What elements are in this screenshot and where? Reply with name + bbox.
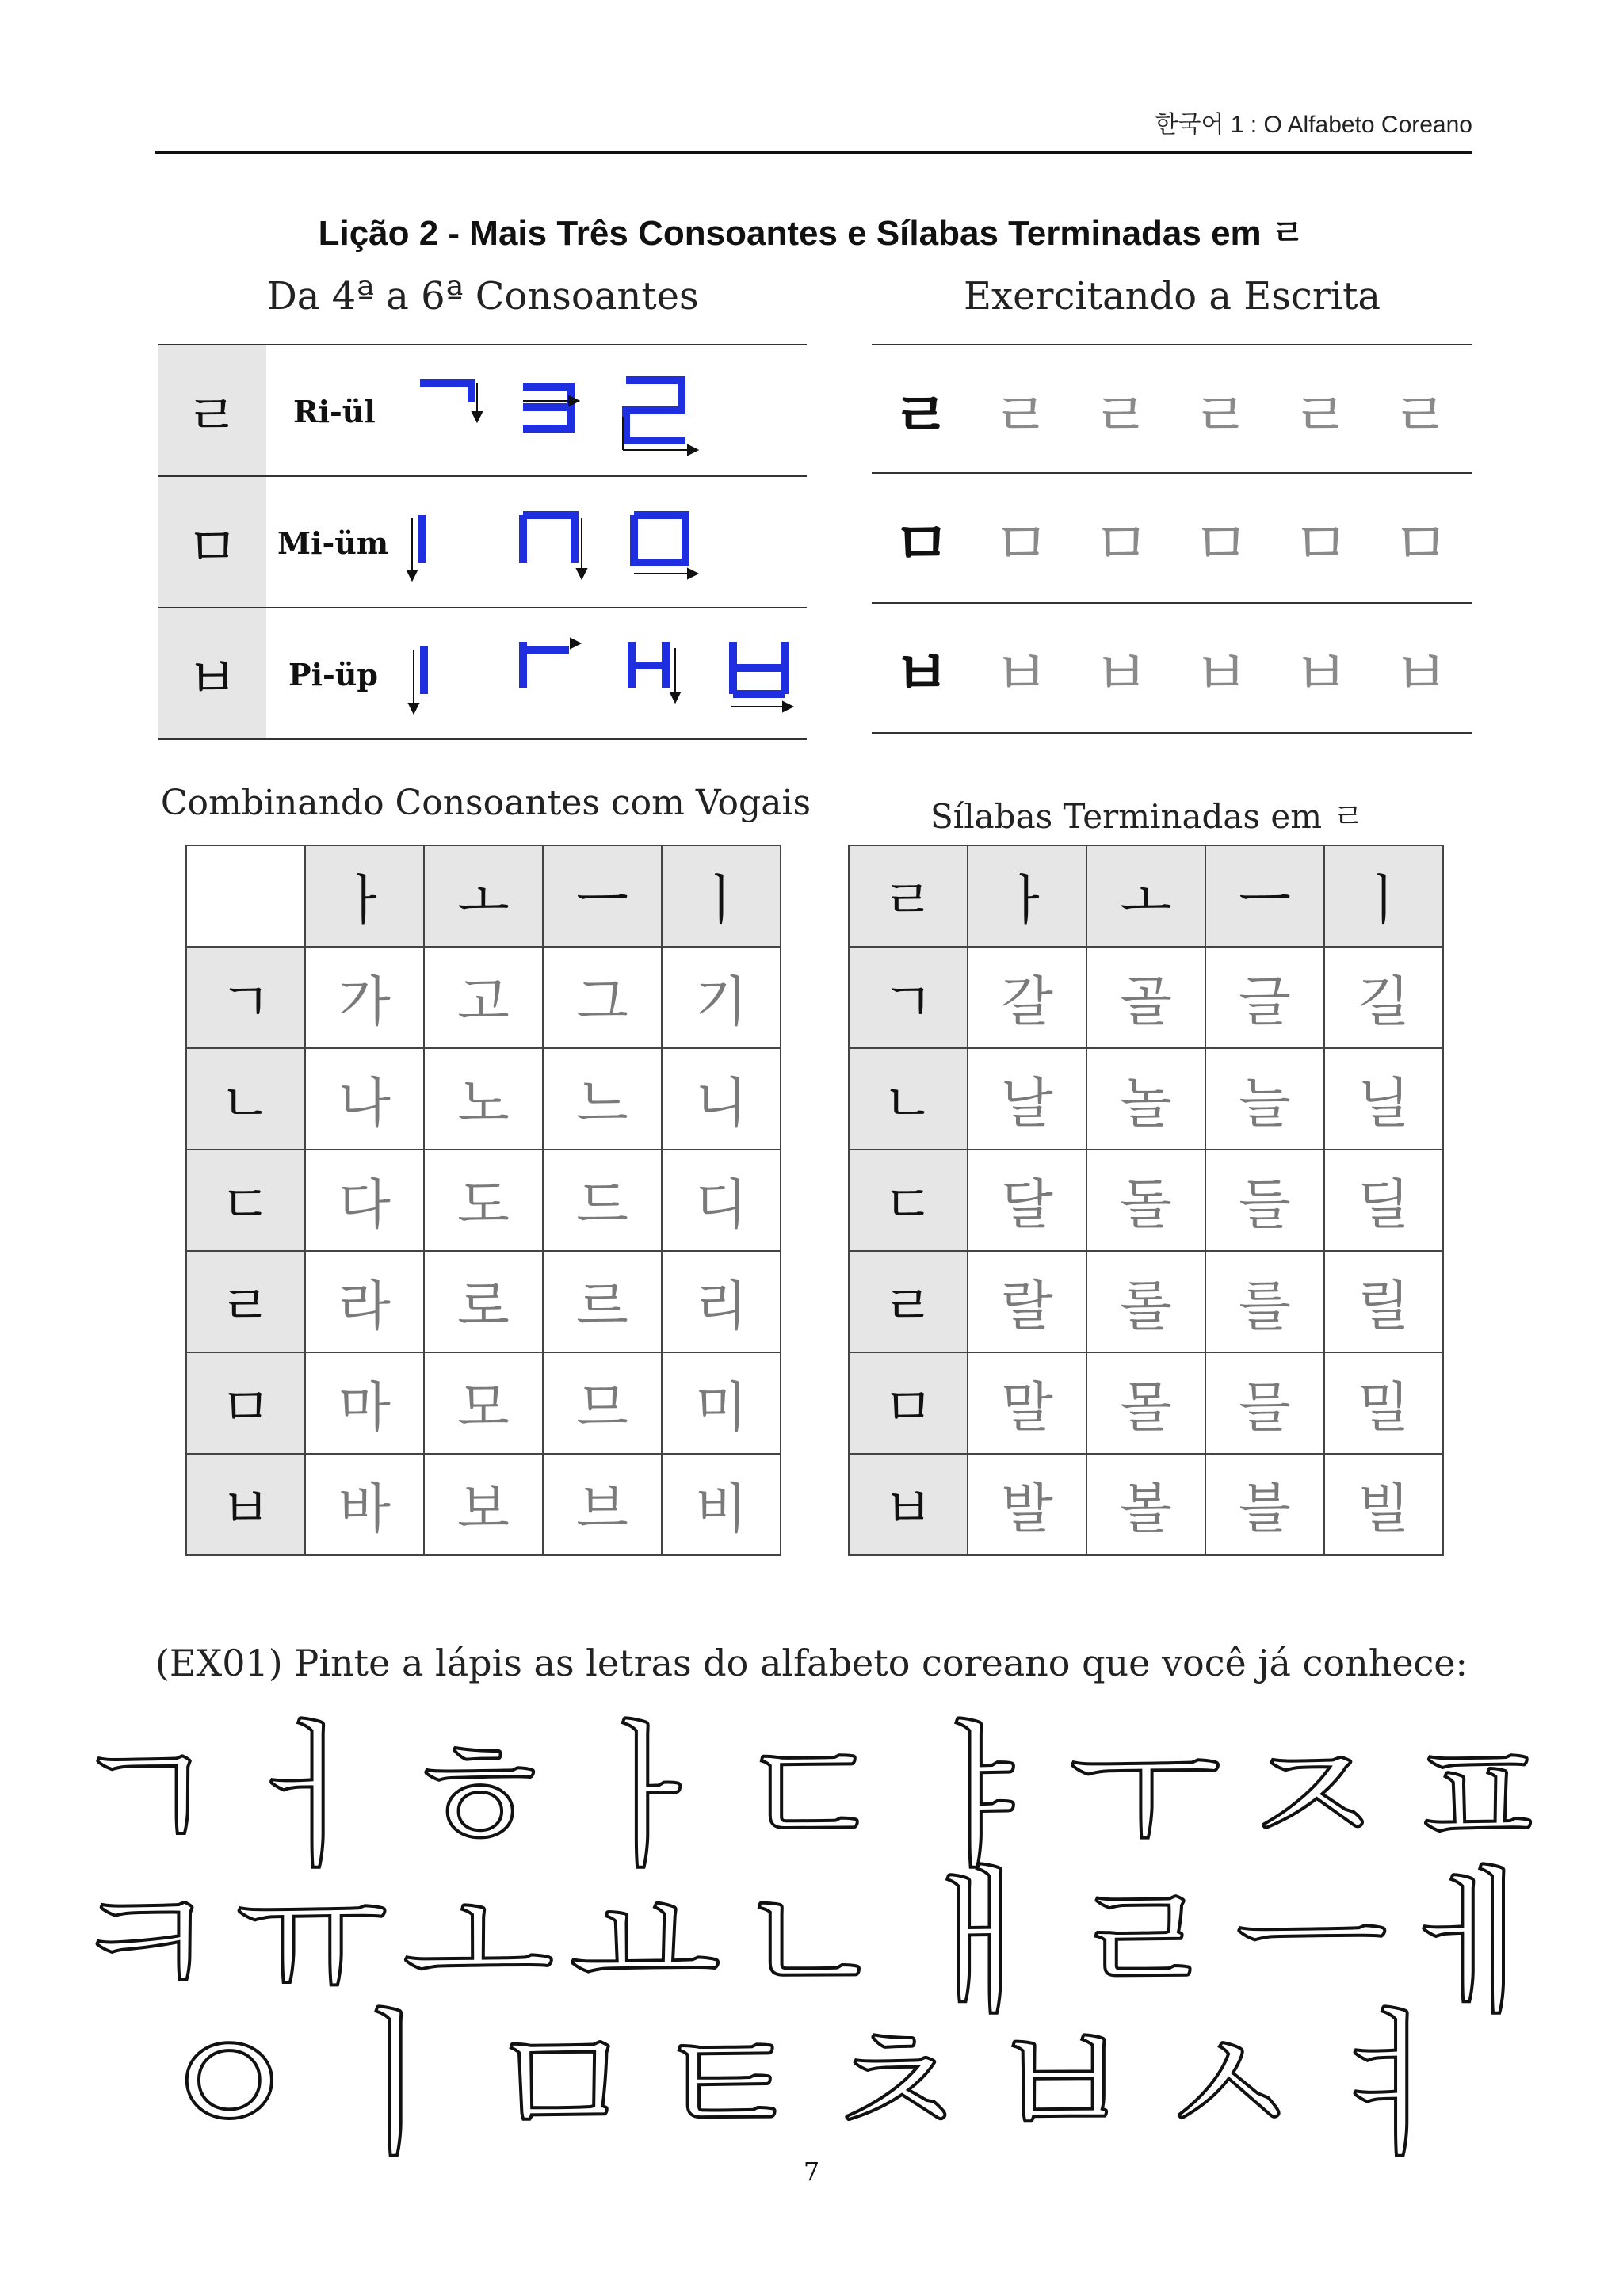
practice-trace-letter: ㅁ xyxy=(992,508,1051,579)
outline-letter: ㅛ xyxy=(568,1852,722,2036)
table-corner-cell xyxy=(186,845,305,947)
syllable-cell: 닐 xyxy=(1324,1048,1443,1150)
syllable-cell: 골 xyxy=(1086,947,1205,1048)
syllable-cell: 노 xyxy=(424,1048,543,1150)
combining-table-title: Combinando Consoantes com Vogais xyxy=(160,783,812,823)
consonant-header: ㄷ xyxy=(186,1150,305,1251)
vowel-header: ㅏ xyxy=(305,845,424,947)
outline-letter: ㅠ xyxy=(235,1852,388,2036)
table-row xyxy=(186,1352,781,1454)
syllable-cell: 므 xyxy=(543,1352,662,1454)
outline-letter: ㅏ xyxy=(568,1706,722,1890)
practice-trace-letter: ㅂ xyxy=(1292,638,1350,709)
syllable-cell: 볼 xyxy=(1086,1454,1205,1555)
vowel-header: ㅣ xyxy=(662,845,781,947)
syllable-cell: 롤 xyxy=(1086,1251,1205,1352)
practice-trace-letter: ㅁ xyxy=(1392,508,1450,579)
consonant-header: ㄴ xyxy=(186,1048,305,1150)
vowel-header: ㅗ xyxy=(1086,845,1205,947)
practice-row-mieum xyxy=(872,474,1472,604)
outline-letter: ㄷ xyxy=(735,1706,888,1890)
consonant-header: ㅁ xyxy=(849,1352,968,1454)
lesson-title: Lição 2 - Mais Três Consoantes e Sílabas Terminadas em ㄹ xyxy=(318,214,1305,253)
syllable-cell: 로 xyxy=(424,1251,543,1352)
syllable-cell: 마 xyxy=(305,1352,424,1454)
jamo-rieul: ㄹ xyxy=(158,345,266,477)
syllable-cell: 날 xyxy=(968,1048,1086,1150)
exercise-instruction: (EX01) Pinte a lápis as letras do alfabeto coreano que você já conhece: xyxy=(155,1642,1468,1684)
outline-letter: ㅗ xyxy=(401,1852,555,2036)
syllable-cell: 믈 xyxy=(1205,1352,1324,1454)
combining-table xyxy=(185,845,781,1556)
practice-trace-letter: ㅁ xyxy=(1192,508,1251,579)
syllable-cell: 빌 xyxy=(1324,1454,1443,1555)
outline-letter: ㅁ xyxy=(484,1994,639,2179)
table-row xyxy=(849,1150,1443,1251)
outline-letter: ㅕ xyxy=(1318,1994,1472,2179)
syllable-cell: 다 xyxy=(305,1150,424,1251)
practice-trace-letter: ㅂ xyxy=(1392,638,1450,709)
consonant-header: ㄹ xyxy=(186,1251,305,1352)
consonant-header: ㅁ xyxy=(186,1352,305,1454)
practice-trace-letter: ㅂ xyxy=(992,638,1051,709)
practice-trace-letter: ㅁ xyxy=(1092,508,1151,579)
syllable-cell: 드 xyxy=(543,1150,662,1251)
outline-letter: ㅡ xyxy=(1235,1852,1388,2036)
syllable-cell: 기 xyxy=(662,947,781,1048)
outline-letter: ㄹ xyxy=(1067,1852,1222,2036)
writing-section-title: Exercitando a Escrita xyxy=(963,274,1381,318)
syllable-cell: 브 xyxy=(543,1454,662,1555)
outline-letter: ㅇ xyxy=(151,1994,305,2179)
practice-trace-letter: ㅂ xyxy=(1192,638,1251,709)
syllable-cell: 딜 xyxy=(1324,1150,1443,1251)
syllable-cell: 랄 xyxy=(968,1251,1086,1352)
syllable-cell: 가 xyxy=(305,947,424,1048)
syllable-cell: 미 xyxy=(662,1352,781,1454)
practice-model-letter: ㅂ xyxy=(892,638,951,709)
letter-row-mieum xyxy=(158,477,807,608)
syllable-cell: 모 xyxy=(424,1352,543,1454)
practice-trace-letter: ㄹ xyxy=(1192,379,1251,451)
outline-letter: ㅈ xyxy=(1235,1706,1388,1890)
consonant-header: ㅂ xyxy=(186,1454,305,1555)
syllable-cell: 고 xyxy=(424,947,543,1048)
vowel-header: ㅡ xyxy=(543,845,662,947)
syllable-cell: 갈 xyxy=(968,947,1086,1048)
outline-letter: ㅌ xyxy=(651,1994,805,2179)
outline-letter: ㄴ xyxy=(735,1852,888,2036)
practice-trace-letter: ㅁ xyxy=(1292,508,1350,579)
practice-row-bieup xyxy=(872,604,1472,734)
outline-letter: ㄱ xyxy=(68,1706,222,1890)
letter-row-rieul xyxy=(158,345,807,477)
outline-letter: ㅔ xyxy=(1401,1852,1555,2036)
table-row xyxy=(849,1454,1443,1555)
outline-letter: ㅊ xyxy=(818,1994,972,2179)
table-row xyxy=(849,1251,1443,1352)
practice-trace-letter: ㄹ xyxy=(1392,379,1450,451)
page-number: 7 xyxy=(803,2157,820,2187)
consonant-header: ㄹ xyxy=(849,1251,968,1352)
syllables-table xyxy=(848,845,1444,1556)
syllable-cell: 글 xyxy=(1205,947,1324,1048)
syllable-cell: 느 xyxy=(543,1048,662,1150)
table-row xyxy=(849,1048,1443,1150)
header-rule xyxy=(155,151,1472,154)
syllable-cell: 디 xyxy=(662,1150,781,1251)
stroke-order-mieum-icon xyxy=(158,477,807,608)
outline-letters-row-3 xyxy=(0,1994,1623,2179)
table-row xyxy=(186,1454,781,1555)
outline-letter: ㅜ xyxy=(1067,1706,1222,1890)
syllable-cell: 리 xyxy=(662,1251,781,1352)
syllable-cell: 블 xyxy=(1205,1454,1324,1555)
consonant-header: ㅂ xyxy=(849,1454,968,1555)
stroke-order-bieup-icon xyxy=(158,608,807,740)
syllable-cell: 돌 xyxy=(1086,1150,1205,1251)
consonant-header: ㄱ xyxy=(186,947,305,1048)
syllable-cell: 비 xyxy=(662,1454,781,1555)
syllable-cell: 길 xyxy=(1324,947,1443,1048)
practice-trace-letter: ㅂ xyxy=(1092,638,1151,709)
outline-letter: ㅋ xyxy=(68,1852,222,2036)
outline-letter: ㅍ xyxy=(1401,1706,1555,1890)
table-corner-cell: ㄹ xyxy=(849,845,968,947)
vowel-header: ㅣ xyxy=(1324,845,1443,947)
divider xyxy=(158,738,807,740)
table-row xyxy=(849,1352,1443,1454)
table-row xyxy=(849,947,1443,1048)
stroke-order-rieul-icon xyxy=(158,345,807,477)
syllable-cell: 나 xyxy=(305,1048,424,1150)
syllables-table-title: Sílabas Terminadas em ㄹ xyxy=(930,797,1365,836)
outline-letter: ㅂ xyxy=(984,1994,1139,2179)
consonant-header: ㄱ xyxy=(849,947,968,1048)
table-row xyxy=(186,947,781,1048)
consonant-header: ㄷ xyxy=(849,1150,968,1251)
running-header: 한국어 1 : O Alfabeto Coreano xyxy=(1155,112,1472,138)
outline-letter: ㅑ xyxy=(901,1706,1055,1890)
letter-name-rieul: Ri-ül xyxy=(293,393,376,429)
outline-letter: ㅎ xyxy=(401,1706,555,1890)
practice-model-letter: ㅁ xyxy=(892,508,951,579)
divider xyxy=(872,732,1472,734)
syllable-cell: 보 xyxy=(424,1454,543,1555)
jamo-mieum: ㅁ xyxy=(158,477,266,608)
practice-trace-letter: ㄹ xyxy=(1092,379,1151,451)
practice-row-rieul xyxy=(872,345,1472,475)
table-row xyxy=(186,1048,781,1150)
outline-letter: ㅐ xyxy=(901,1852,1055,2036)
syllable-cell: 늘 xyxy=(1205,1048,1324,1150)
syllable-cell: 르 xyxy=(543,1251,662,1352)
practice-trace-letter: ㄹ xyxy=(992,379,1051,451)
syllable-cell: 놀 xyxy=(1086,1048,1205,1150)
table-row xyxy=(186,1150,781,1251)
table-row xyxy=(186,1251,781,1352)
practice-model-letter: ㄹ xyxy=(892,379,951,451)
syllable-cell: 바 xyxy=(305,1454,424,1555)
syllable-cell: 를 xyxy=(1205,1251,1324,1352)
letter-name-bieup: Pi-üp xyxy=(288,656,378,692)
outline-letter: ㅓ xyxy=(235,1706,388,1890)
syllable-cell: 라 xyxy=(305,1251,424,1352)
vowel-header: ㅡ xyxy=(1205,845,1324,947)
letters-section-title: Da 4ª a 6ª Consoantes xyxy=(266,274,699,318)
outline-letter: ㅅ xyxy=(1151,1994,1305,2179)
vowel-header: ㅗ xyxy=(424,845,543,947)
practice-trace-letter: ㄹ xyxy=(1292,379,1350,451)
jamo-bieup: ㅂ xyxy=(158,608,266,740)
syllable-cell: 달 xyxy=(968,1150,1086,1251)
syllable-cell: 릴 xyxy=(1324,1251,1443,1352)
letter-row-bieup xyxy=(158,608,807,740)
syllable-cell: 몰 xyxy=(1086,1352,1205,1454)
letter-name-mieum: Mi-üm xyxy=(277,524,389,561)
syllable-cell: 발 xyxy=(968,1454,1086,1555)
syllable-cell: 그 xyxy=(543,947,662,1048)
vowel-header: ㅏ xyxy=(968,845,1086,947)
syllable-cell: 밀 xyxy=(1324,1352,1443,1454)
syllable-cell: 말 xyxy=(968,1352,1086,1454)
consonant-header: ㄴ xyxy=(849,1048,968,1150)
syllable-cell: 들 xyxy=(1205,1150,1324,1251)
outline-letter: ㅣ xyxy=(318,1994,472,2179)
syllable-cell: 니 xyxy=(662,1048,781,1150)
syllable-cell: 도 xyxy=(424,1150,543,1251)
